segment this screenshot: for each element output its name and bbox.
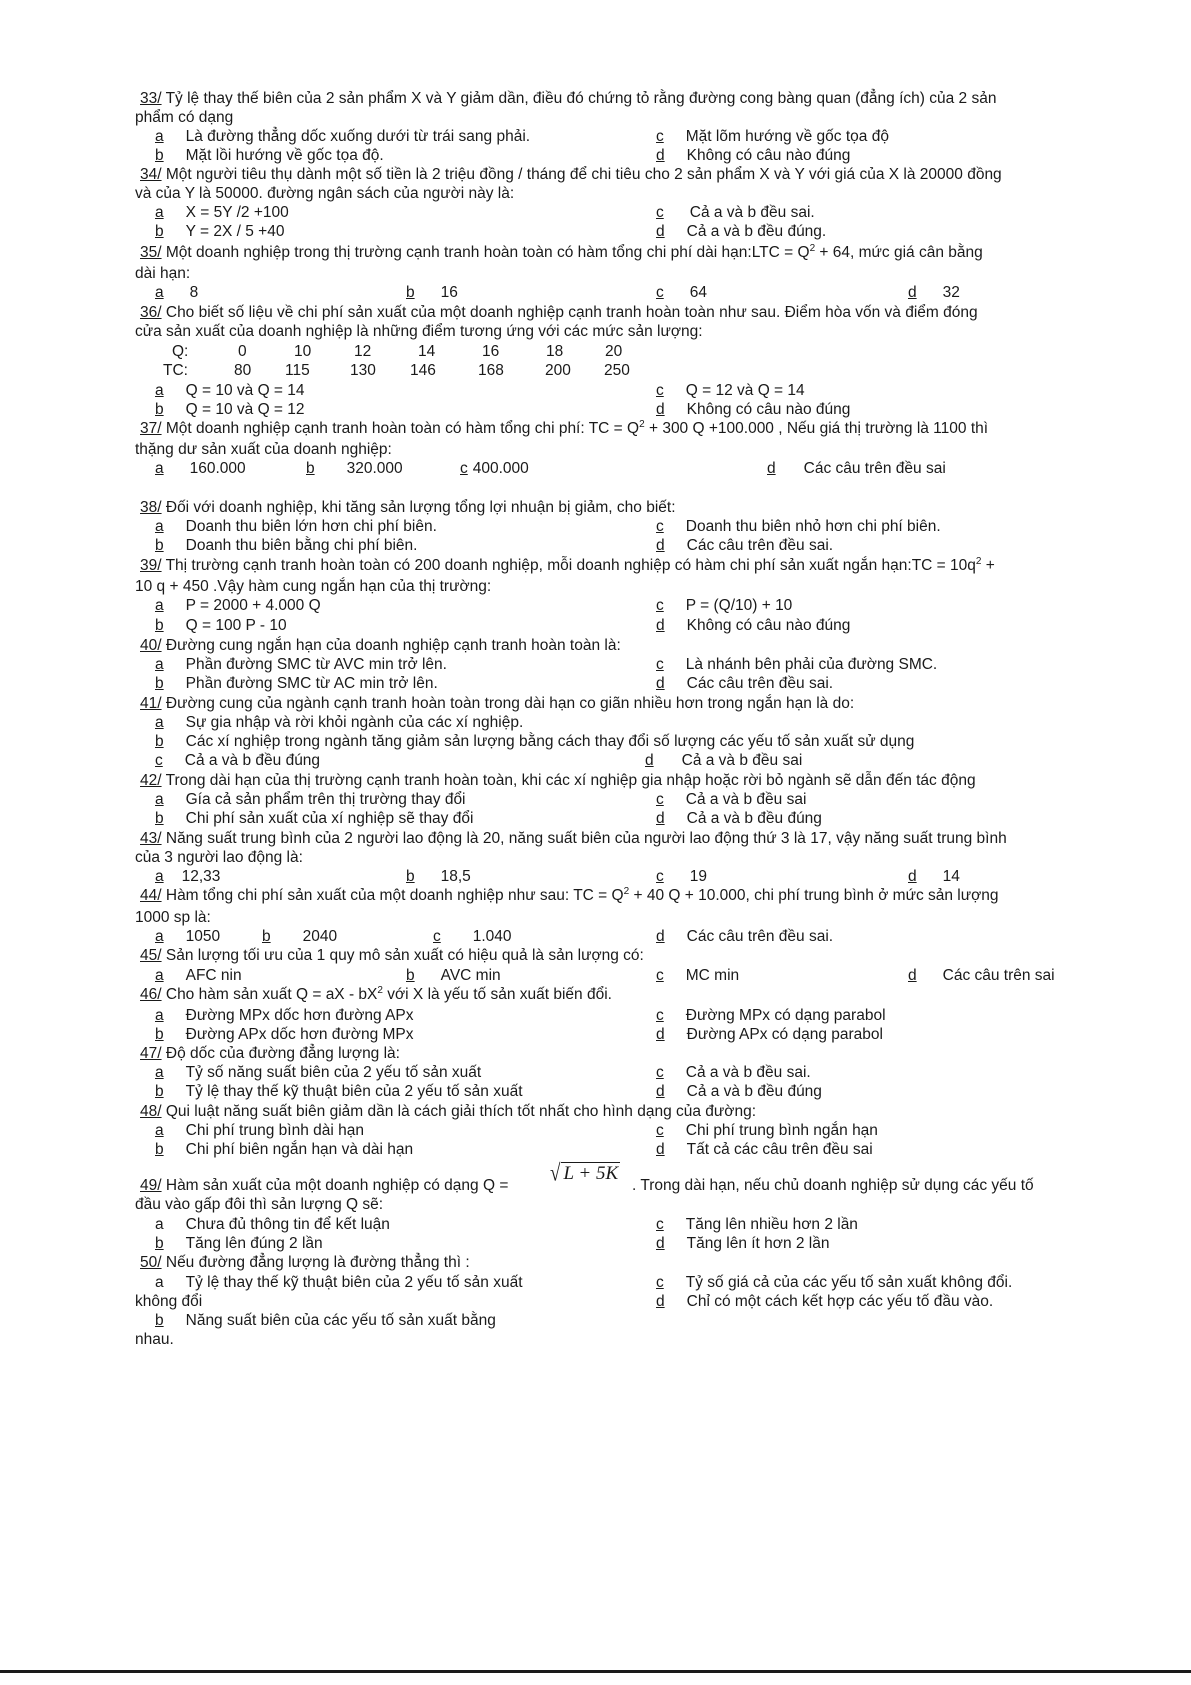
- q41-option-a[interactable]: a Sự gia nhập và rời khỏi ngành của các xí nghiệp.: [155, 714, 524, 731]
- q37-option-a[interactable]: a 160.000: [155, 460, 246, 477]
- q36-tc-value: 130: [350, 362, 376, 379]
- sqrt-symbol: √: [550, 1160, 561, 1187]
- q34-option-d[interactable]: d Cả a và b đều đúng.: [656, 223, 827, 240]
- q43-option-a[interactable]: a 12,33: [155, 868, 221, 885]
- q50-option-b[interactable]: b Năng suất biên của các yếu tố sản xuất bằng: [155, 1312, 496, 1329]
- q35-option-b[interactable]: b 16: [406, 284, 458, 301]
- q43-stem-cont: của 3 người lao động là:: [135, 849, 303, 866]
- q36-q-value: 14: [418, 343, 436, 360]
- q35-option-d[interactable]: d 32: [908, 284, 960, 301]
- q47-number: 47/: [140, 1045, 162, 1062]
- q33-number: 33/: [140, 90, 162, 107]
- q36-tc-value: 250: [604, 362, 630, 379]
- q34-number: 34/: [140, 166, 162, 183]
- q43-number: 43/: [140, 830, 162, 847]
- q39-option-b[interactable]: b Q = 100 P - 10: [155, 617, 287, 634]
- q42-stem: 42/ Trong dài hạn của thị trường cạnh tranh hoàn toàn, khi các xí nghiệp gia nhập hoặc rời bỏ ngành sẽ dẫn đến tác động: [140, 772, 976, 789]
- q35-option-c[interactable]: c 64: [656, 284, 707, 301]
- q33-option-c[interactable]: c Mặt lõm hướng về gốc tọa độ: [656, 128, 889, 145]
- q47-option-c[interactable]: c Cả a và b đều sai.: [656, 1064, 811, 1081]
- q38-stem: 38/ Đối với doanh nghiệp, khi tăng sản lượng tổng lợi nhuận bị giảm, cho biết:: [140, 499, 676, 516]
- q39-option-d[interactable]: d Không có câu nào đúng: [656, 617, 851, 634]
- q36-q-value: 18: [546, 343, 564, 360]
- q33-stem-cont: phẩm có dạng: [135, 109, 234, 126]
- q42-option-c[interactable]: c Cả a và b đều sai: [656, 791, 807, 808]
- q36-tc-value: 200: [545, 362, 571, 379]
- q48-number: 48/: [140, 1103, 162, 1120]
- q41-option-b[interactable]: b Các xí nghiệp trong ngành tăng giảm sản lượng bằng cách thay đổi số lượng các yếu tố sản xuất sử dụng: [155, 733, 915, 750]
- q44-option-c[interactable]: c 1.040: [433, 928, 512, 945]
- q34-option-a[interactable]: a X = 5Y /2 +100: [155, 204, 289, 221]
- q45-option-b[interactable]: b AVC min: [406, 967, 501, 984]
- q50-option-d[interactable]: d Chỉ có một cách kết hợp các yếu tố đầu vào.: [656, 1293, 994, 1310]
- q39-option-c[interactable]: c P = (Q/10) + 10: [656, 597, 793, 614]
- q37-option-b[interactable]: b 320.000: [306, 460, 403, 477]
- q37-stem: 37/ Một doanh nghiệp cạnh tranh hoàn toàn có hàm tổng chi phí: TC = $Q^2 + 300$ Q +100.000 , Nếu giá thị trường là 1100 thì: [140, 418, 989, 437]
- q49-option-c[interactable]: c Tăng lên nhiều hơn 2 lần: [656, 1216, 858, 1233]
- q36-stem-cont: cửa sản xuất của doanh nghiệp là những điểm tương ứng với các mức sản lượng:: [135, 323, 703, 340]
- q41-option-d[interactable]: d Cả a và b đều sai: [645, 752, 803, 769]
- q49-number: 49/: [140, 1177, 162, 1194]
- q33-text: Tỷ lệ thay thế biên của 2 sản phẩm X và Y giảm dần, điều đó chứng tỏ rằng đường cong bàng quan (đẳng ích) của 2 sản: [161, 90, 997, 107]
- q37-option-c[interactable]: c 400.000: [460, 460, 529, 477]
- q36-q-value: 12: [354, 343, 372, 360]
- q35-stem: 35/ Một doanh nghiệp trong thị trường cạnh tranh hoàn toàn có hàm tổng chi phí dài hạn:LTC = $Q^2 + 64$, mức giá cân bằng: [140, 242, 983, 261]
- q50-option-c[interactable]: c Tỷ số giá cả của các yếu tố sản xuất không đổi.: [656, 1274, 1013, 1291]
- q46-number: 46/: [140, 986, 162, 1003]
- q44-stem-cont: 1000 sp là:: [135, 909, 211, 926]
- q45-stem: 45/ Sản lượng tối ưu của 1 quy mô sản xuất có hiệu quả là sản lượng có:: [140, 947, 644, 964]
- q38-option-b[interactable]: b Doanh thu biên bằng chi phí biên.: [155, 537, 418, 554]
- q50-option-a[interactable]: a Tỷ lệ thay thế kỹ thuật biên của 2 yếu tố sản xuất: [155, 1274, 523, 1291]
- q33-option-b[interactable]: b Mặt lồi hướng về gốc tọa độ.: [155, 147, 384, 164]
- q45-number: 45/: [140, 947, 162, 964]
- q42-option-b[interactable]: b Chi phí sản xuất của xí nghiệp sẽ thay đổi: [155, 810, 474, 827]
- q42-number: 42/: [140, 772, 162, 789]
- q49-stem-left: 49/ Hàm sản xuất của một doanh nghiệp có dạng Q =: [140, 1177, 509, 1194]
- q34-stem: 34/ Một người tiêu thụ dành một số tiền là 2 triệu đồng / tháng để chi tiêu cho 2 sản phẩm X và Y với giá của X là 20000 đồng: [140, 166, 1002, 183]
- q38-option-d[interactable]: d Các câu trên đều sai.: [656, 537, 834, 554]
- q49-formula-radicand: L + 5K: [563, 1163, 619, 1184]
- q49-formula-sqrt: [550, 1160, 620, 1187]
- q36-q-value: 0: [238, 343, 247, 360]
- q39-option-a[interactable]: a P = 2000 + 4.000 Q: [155, 597, 321, 614]
- q38-option-a[interactable]: a Doanh thu biên lớn hơn chi phí biên.: [155, 518, 437, 535]
- q49-option-d[interactable]: d Tăng lên ít hơn 2 lần: [656, 1235, 830, 1252]
- q45-option-d[interactable]: d Các câu trên sai: [908, 967, 1055, 984]
- q48-stem: 48/ Qui luật năng suất biên giảm dần là cách giải thích tốt nhất cho hình dạng của đường:: [140, 1103, 757, 1120]
- q43-option-b[interactable]: b 18,5: [406, 868, 471, 885]
- q40-number: 40/: [140, 637, 162, 654]
- q50-option-b-cont: nhau.: [135, 1331, 174, 1348]
- q44-number: 44/: [140, 887, 162, 904]
- q40-stem: 40/ Đường cung ngắn hạn của doanh nghiệp cạnh tranh hoàn toàn là:: [140, 637, 621, 654]
- q47-stem: 47/ Độ dốc của đường đẳng lượng là:: [140, 1045, 400, 1062]
- q39-stem-cont: 10 q + 450 .Vậy hàm cung ngắn hạn của thị trường:: [135, 578, 492, 595]
- q48-option-b[interactable]: b Chi phí biên ngắn hạn và dài hạn: [155, 1141, 414, 1158]
- q40-option-c[interactable]: c Là nhánh bên phải của đường SMC.: [656, 656, 938, 673]
- q44-option-d[interactable]: d Các câu trên đều sai.: [656, 928, 834, 945]
- q41-stem: 41/ Đường cung của ngành cạnh tranh hoàn toàn trong dài hạn co giãn nhiều hơn trong ngắn hạn là do:: [140, 695, 855, 712]
- q36-stem: 36/ Cho biết số liệu về chi phí sản xuất của một doanh nghiệp cạnh tranh hoàn toàn như sau. Điểm hòa vốn và điểm đóng: [140, 304, 978, 321]
- q34-stem-cont: và của Y là 50000. đường ngân sách của người này là:: [135, 185, 515, 202]
- q36-option-c[interactable]: c Q = 12 và Q = 14: [656, 382, 805, 399]
- q33-option-d[interactable]: d Không có câu nào đúng: [656, 147, 851, 164]
- q50-stem: 50/ Nếu đường đẳng lượng là đường thẳng thì :: [140, 1254, 470, 1271]
- q49-option-a[interactable]: a Chưa đủ thông tin để kết luận: [155, 1216, 390, 1233]
- q44-option-b[interactable]: b 2040: [262, 928, 338, 945]
- q35-option-a[interactable]: a 8: [155, 284, 199, 301]
- q48-option-a[interactable]: a Chi phí trung bình dài hạn: [155, 1122, 365, 1139]
- q36-q-label: Q:: [172, 343, 189, 360]
- q36-option-a[interactable]: a Q = 10 và Q = 14: [155, 382, 305, 399]
- q50-option-a-cont: không đổi: [135, 1293, 203, 1310]
- q48-option-d[interactable]: d Tất cả các câu trên đều sai: [656, 1141, 873, 1158]
- q36-q-value: 20: [605, 343, 623, 360]
- q43-option-d[interactable]: d 14: [908, 868, 960, 885]
- q45-option-c[interactable]: c MC min: [656, 967, 740, 984]
- q44-stem: 44/ Hàm tổng chi phí sản xuất của một doanh nghiệp như sau: TC = $Q^2 + 40$ Q + 10.000, chi phí trung bình ở mức sản lượng: [140, 885, 999, 904]
- q36-q-value: 10: [294, 343, 312, 360]
- q34-option-b[interactable]: b Y = 2X / 5 +40: [155, 223, 285, 240]
- q39-number: 39/: [140, 557, 162, 574]
- q39-stem: 39/ Thị trường cạnh tranh hoàn toàn có 200 doanh nghiệp, mỗi doanh nghiệp có hàm chi phí sản xuất ngắn hạn:TC = $10q^2$ +: [140, 555, 995, 574]
- q49-stem-right: . Trong dài hạn, nếu chủ doanh nghiệp sử dụng các yếu tố: [632, 1177, 1034, 1194]
- q45-option-a[interactable]: a AFC nin: [155, 967, 242, 984]
- q49-option-b[interactable]: b Tăng lên đúng 2 lần: [155, 1235, 323, 1252]
- q44-option-a[interactable]: a 1050: [155, 928, 221, 945]
- q41-number: 41/: [140, 695, 162, 712]
- q47-option-b[interactable]: b Tỷ lệ thay thế kỹ thuật biên của 2 yếu tố sản xuất: [155, 1083, 523, 1100]
- q36-tc-value: 146: [410, 362, 436, 379]
- q34-option-c[interactable]: c Cả a và b đều sai.: [656, 204, 815, 221]
- q37-stem-cont: thặng dư sản xuất của doanh nghiệp:: [135, 441, 392, 458]
- q36-q-value: 16: [482, 343, 500, 360]
- q46-option-d[interactable]: d Đường APx có dạng parabol: [656, 1026, 883, 1043]
- q47-option-d[interactable]: d Cả a và b đều đúng: [656, 1083, 822, 1100]
- q36-tc-label: TC:: [163, 362, 188, 379]
- q46-option-a[interactable]: a Đường MPx dốc hơn đường APx: [155, 1007, 414, 1024]
- q49-stem-cont: đầu vào gấp đôi thì sản lượng Q sẽ:: [135, 1196, 384, 1213]
- q35-stem-cont: dài hạn:: [135, 265, 191, 282]
- q46-option-b[interactable]: b Đường APx dốc hơn đường MPx: [155, 1026, 414, 1043]
- q36-tc-value: 80: [234, 362, 252, 379]
- q36-tc-value: 168: [478, 362, 504, 379]
- bottom-rule: [0, 1670, 1191, 1673]
- q42-option-d[interactable]: d Cả a và b đều đúng: [656, 810, 822, 827]
- q47-option-a[interactable]: a Tỷ số năng suất biên của 2 yếu tố sản xuất: [155, 1064, 482, 1081]
- q35-number: 35/: [140, 244, 162, 261]
- q38-number: 38/: [140, 499, 162, 516]
- q33-option-a[interactable]: a Là đường thẳng dốc xuống dưới từ trái sang phải.: [155, 128, 531, 145]
- q46-option-c[interactable]: c Đường MPx có dạng parabol: [656, 1007, 886, 1024]
- q37-option-d[interactable]: d Các câu trên đều sai: [767, 460, 946, 477]
- q36-number: 36/: [140, 304, 162, 321]
- q43-stem: 43/ Năng suất trung bình của 2 người lao động là 20, năng suất biên của người lao động thứ 3 là 17, vậy năng suất trung bình: [140, 830, 1007, 847]
- q50-number: 50/: [140, 1254, 162, 1271]
- q36-tc-value: 115: [285, 362, 310, 379]
- q36-option-b[interactable]: b Q = 10 và Q = 12: [155, 401, 305, 418]
- q40-option-a[interactable]: a Phần đường SMC từ AVC min trở lên.: [155, 656, 447, 673]
- q43-option-c[interactable]: c 19: [656, 868, 707, 885]
- q48-option-c[interactable]: c Chi phí trung bình ngắn hạn: [656, 1122, 878, 1139]
- q38-option-c[interactable]: c Doanh thu biên nhỏ hơn chi phí biên.: [656, 518, 941, 535]
- q33-stem: [140, 90, 996, 109]
- q36-option-d[interactable]: d Không có câu nào đúng: [656, 401, 851, 418]
- q46-stem: 46/ Cho hàm sản xuất Q = aX - $bX^2$ với X là yếu tố sản xuất biến đổi.: [140, 984, 612, 1003]
- q42-option-a[interactable]: a Gía cả sản phẩm trên thị trường thay đổi: [155, 791, 466, 808]
- q40-option-d[interactable]: d Các câu trên đều sai.: [656, 675, 834, 692]
- q40-option-b[interactable]: b Phần đường SMC từ AC min trở lên.: [155, 675, 438, 692]
- q41-option-c[interactable]: c Cả a và b đều đúng: [155, 752, 321, 769]
- q37-number: 37/: [140, 420, 162, 437]
